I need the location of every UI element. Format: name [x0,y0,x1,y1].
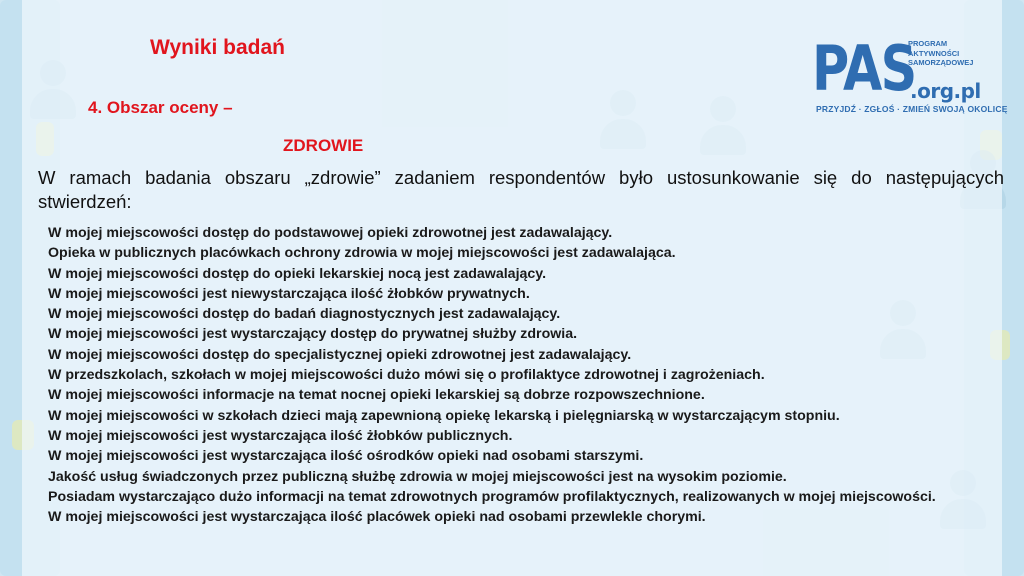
logo-program-line: SAMORZĄDOWEJ [908,58,974,67]
statement-item: W mojej miejscowości dostęp do opieki lekarskiej nocą jest zadawalający. [48,265,547,282]
statement-item: Posiadam wystarczająco dużo informacji na temat zdrowotnych programów profilaktycznych, realizowanych w mojej miejscowości. [48,488,936,505]
statement-item: W mojej miejscowości dostęp do badań diagnostycznych jest zadawalający. [48,306,561,323]
statement-item: W mojej miejscowości jest wystarczająca ilość żłobków publicznych. [48,427,513,444]
statement-item: W mojej miejscowości jest wystarczająca ilość ośrodków opieki nad osobami starszymi. [48,448,644,465]
statements-list [48,223,978,527]
logo-program-line: PROGRAM [908,39,948,48]
statement-item: W mojej miejscowości jest wystarczający dostęp do prywatnej służby zdrowia. [48,326,578,343]
logo-program-line: AKTYWNOŚCI [908,48,960,58]
statement-item: W mojej miejscowości dostęp do specjalistycznej opieki zdrowotnej jest zadawalający. [48,346,632,363]
statement-item: W mojej miejscowości informacje na temat nocnej opieki lekarskiej są dobrze rozpowszechnione. [48,387,705,404]
statement-item: Opieka w publicznych placówkach ochrony zdrowia w mojej miejscowości jest zadawalająca. [48,245,676,262]
slide-subtitle: 4. Obszar oceny – [88,98,233,117]
slide-title: Wyniki badań [150,36,285,59]
logo-wordmark: PAS [812,32,916,105]
logo-program-text [908,39,978,68]
statement-item: W przedszkolach, szkołach w mojej miejscowości dużo mówi się o profilaktyce zdrowotnej i zagrożeniach. [48,367,765,384]
statement-item: W mojej miejscowości w szkołach dzieci mają zapewnioną opiekę lekarską i pielęgniarską w wystarczającym stopniu. [48,407,840,424]
logo-domain: .org.pl [910,79,981,103]
statement-item: W mojej miejscowości jest niewystarczająca ilość żłobków prywatnych. [48,285,530,302]
pas-logo [812,32,1008,120]
statement-item: W mojej miejscowości jest wystarczająca ilość placówek opieki nad osobami przewlekle chorymi. [48,509,706,526]
intro-text: W ramach badania obszaru „zdrowie” zadaniem respondentów było ustosunkowanie się do następujących stwierdzeń: [38,167,1004,212]
statement-item: Jakość usług świadczonych przez publiczną służbę zdrowia w mojej miejscowości jest na wysokim poziomie. [48,468,787,485]
logo-tagline: PRZYJDŹ · ZGŁOŚ · ZMIEŃ SWOJĄ OKOLICĘ [816,104,1008,114]
statement-item: W mojej miejscowości dostęp do podstawowej opieki zdrowotnej jest zadawalający. [48,225,613,241]
area-label: ZDROWIE [283,136,364,155]
